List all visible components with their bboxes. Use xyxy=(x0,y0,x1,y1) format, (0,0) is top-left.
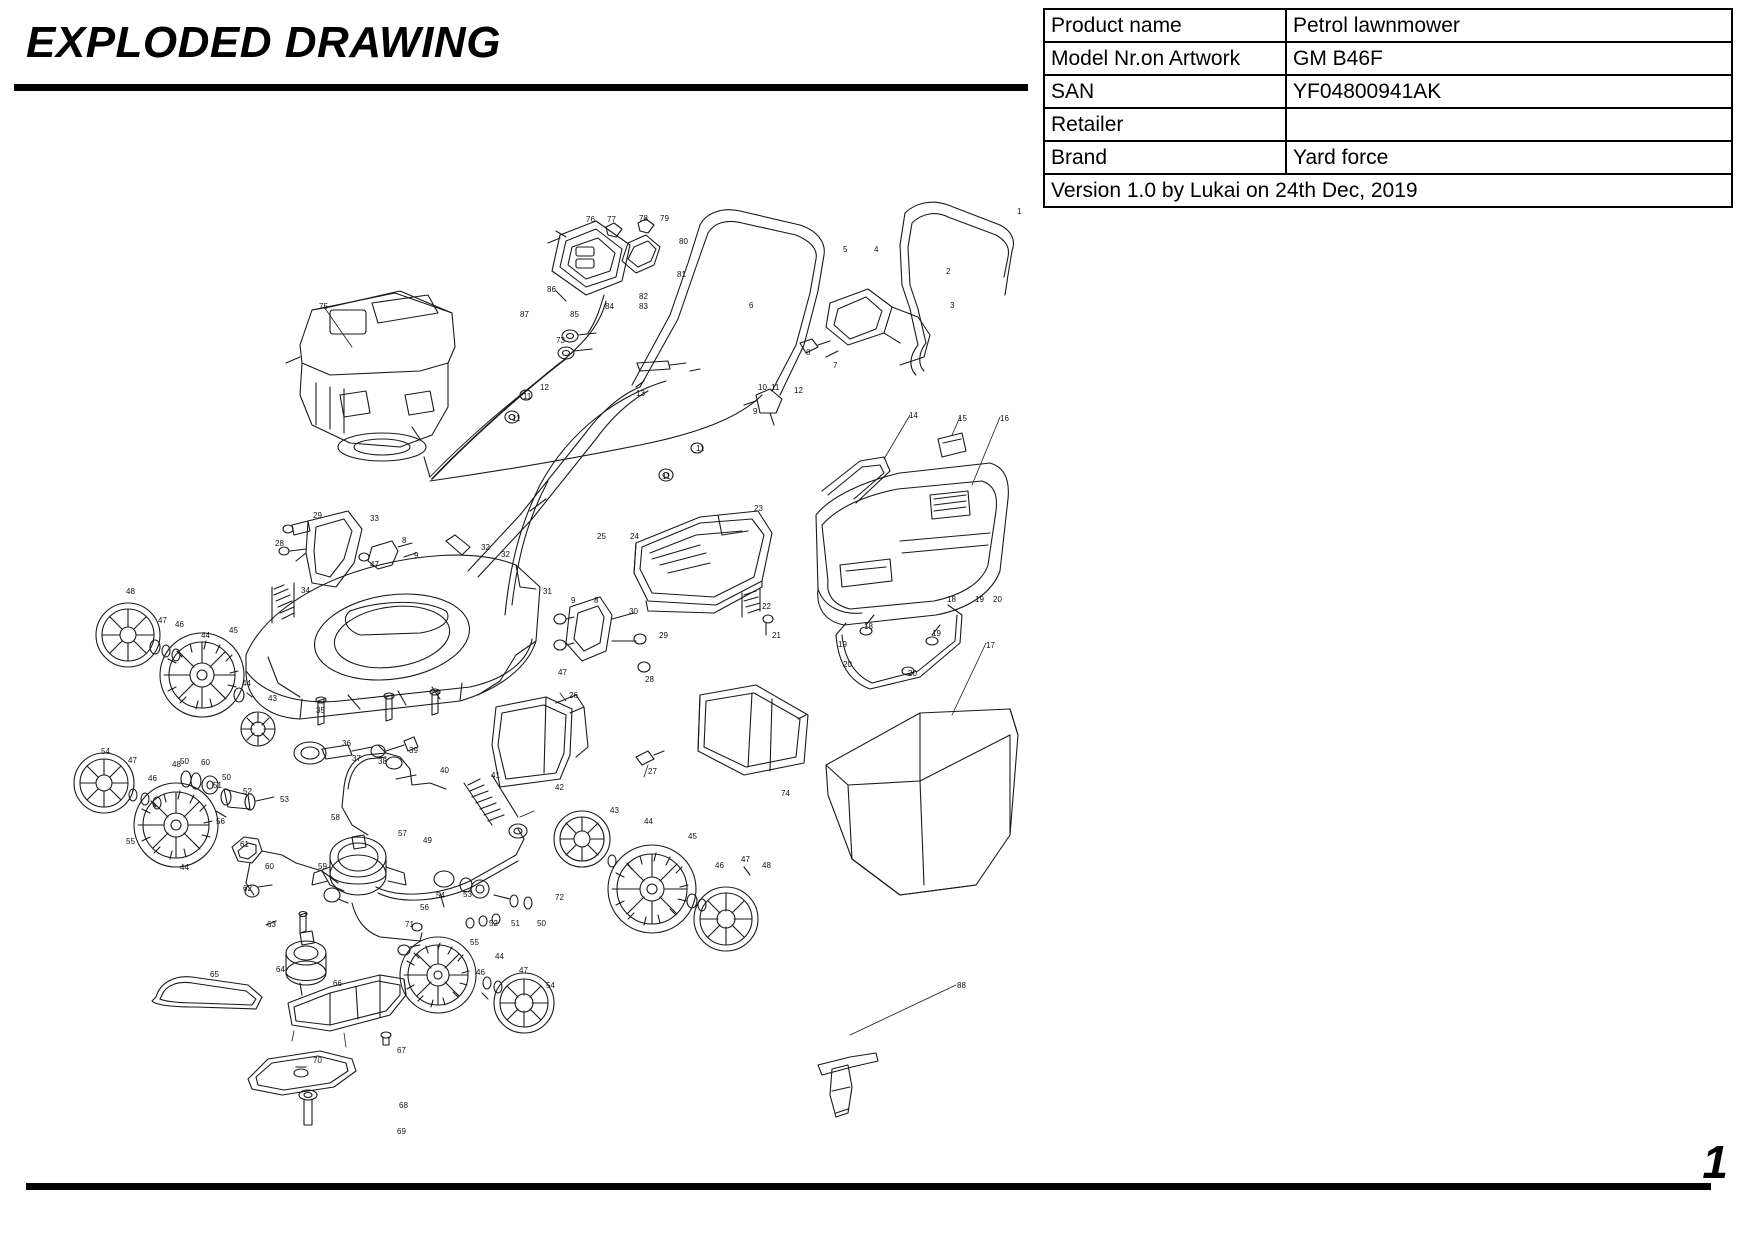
callout-18b: 18 xyxy=(864,622,873,631)
callout-44-ul: 44 xyxy=(201,631,210,640)
callout-27: 27 xyxy=(648,767,657,776)
callout-25: 25 xyxy=(597,532,606,541)
callout-7: 7 xyxy=(833,361,838,370)
table-row xyxy=(1044,42,1732,75)
callout-84: 84 xyxy=(605,302,614,311)
callout-28: 28 xyxy=(645,675,654,684)
callout-11d: 11 xyxy=(512,414,521,423)
callout-64: 64 xyxy=(276,965,285,974)
callout-14: 14 xyxy=(909,411,918,420)
callout-16: 16 xyxy=(1000,414,1009,423)
wheel-lower-mid xyxy=(554,811,610,867)
callout-35: 35 xyxy=(316,706,325,715)
callout-19b: 19 xyxy=(932,629,941,638)
hubcap-upper-left xyxy=(241,712,275,746)
callout-77: 77 xyxy=(607,215,616,224)
callout-5: 5 xyxy=(843,245,848,254)
callout-44-ul2: 44 xyxy=(242,679,251,688)
callout-88: 88 xyxy=(957,981,966,990)
callout-74: 74 xyxy=(781,789,790,798)
callout-53: 53 xyxy=(463,890,472,899)
callout-63: 63 xyxy=(267,920,276,929)
callout-8c: 8 xyxy=(402,536,407,545)
callout-59: 59 xyxy=(318,862,327,871)
info-value-product-name: Petrol lawnmower xyxy=(1286,9,1732,42)
callout-47: 47 xyxy=(741,855,750,864)
callout-79: 79 xyxy=(660,214,669,223)
callout-85: 85 xyxy=(570,310,579,319)
washer-blade xyxy=(381,1032,391,1045)
deck-fasteners xyxy=(316,689,440,725)
callout-23: 23 xyxy=(754,504,763,513)
callout-50-ll: 50 xyxy=(180,757,189,766)
info-key-model: Model Nr.on Artwork xyxy=(1044,42,1286,75)
callout-21: 21 xyxy=(772,631,781,640)
callout-17: 17 xyxy=(986,641,995,650)
callout-65: 65 xyxy=(210,970,219,979)
title-rule xyxy=(14,84,1028,91)
callout-9b: 9 xyxy=(571,596,576,605)
wheel-bottom-small xyxy=(494,973,554,1033)
blade xyxy=(248,1051,356,1095)
callout-12b: 12 xyxy=(540,383,549,392)
deflector-small xyxy=(492,695,588,787)
callout-46-ll: 46 xyxy=(148,774,157,783)
callout-81: 81 xyxy=(677,270,686,279)
callout-58: 58 xyxy=(331,813,340,822)
cable-clamps xyxy=(505,390,703,481)
callout-45: 45 xyxy=(688,832,697,841)
callout-46-b: 46 xyxy=(476,968,485,977)
callout-86: 86 xyxy=(547,285,556,294)
pulley-assembly xyxy=(286,931,326,995)
callout-43-ul: 43 xyxy=(268,694,277,703)
exploded-drawing xyxy=(0,95,1754,1175)
info-version-note: Version 1.0 by Lukai on 24th Dec, 2019 xyxy=(1044,174,1732,207)
blade-adapter xyxy=(288,975,406,1031)
callout-19: 19 xyxy=(975,595,984,604)
callout-12: 12 xyxy=(794,386,803,395)
callout-36: 36 xyxy=(342,739,351,748)
callout-9c: 9 xyxy=(414,551,419,560)
callout-18: 18 xyxy=(947,595,956,604)
callout-80: 80 xyxy=(679,237,688,246)
callout-6: 6 xyxy=(749,301,754,310)
callout-38: 38 xyxy=(378,757,387,766)
drive-belt xyxy=(152,977,262,1009)
left-bracket xyxy=(279,511,362,587)
callout-30: 30 xyxy=(629,607,638,616)
washers-bottom xyxy=(482,977,502,999)
rear-flap xyxy=(634,511,772,613)
callout-15: 15 xyxy=(958,414,967,423)
callout-47-ll: 47 xyxy=(128,756,137,765)
washers-lower-right xyxy=(608,855,750,911)
callout-34: 34 xyxy=(301,586,310,595)
callout-20: 20 xyxy=(993,595,1002,604)
callout-50-ll2: 50 xyxy=(222,773,231,782)
callout-10: 10 xyxy=(758,383,767,392)
callout-67: 67 xyxy=(397,1046,406,1055)
callout-72: 72 xyxy=(555,893,564,902)
callout-8: 8 xyxy=(806,348,811,357)
callout-54-ll: 54 xyxy=(101,747,110,756)
grass-bag xyxy=(826,709,1018,895)
info-value-san: YF04800941AK xyxy=(1286,75,1732,108)
wheel-upper-left-large xyxy=(160,633,244,717)
exploded-drawing-svg xyxy=(0,95,1754,1175)
callout-75: 75 xyxy=(319,302,328,311)
wheel-lower-left-large xyxy=(134,783,218,867)
wheel-lower-right-small xyxy=(694,887,758,951)
callout-47-deck: 47 xyxy=(558,668,567,677)
callout-43: 43 xyxy=(610,806,619,815)
callout-44-b: 44 xyxy=(495,952,504,961)
spring-right xyxy=(742,589,760,617)
engine-assembly xyxy=(286,291,455,477)
wheel-lower-left-small xyxy=(74,753,134,813)
callout-55: 55 xyxy=(470,938,479,947)
info-value-model: GM B46F xyxy=(1286,42,1732,75)
callout-46-ul: 46 xyxy=(175,620,184,629)
callout-70: 70 xyxy=(313,1056,322,1065)
bag-frame xyxy=(836,605,962,689)
callout-20b: 20 xyxy=(908,669,917,678)
callout-11: 11 xyxy=(771,383,780,392)
callout-33: 33 xyxy=(370,514,379,523)
callout-8b: 8 xyxy=(594,596,599,605)
wheel-bottom-large xyxy=(400,937,476,1013)
callout-28b: 28 xyxy=(275,539,284,548)
callout-54-b: 54 xyxy=(546,981,555,990)
callout-55-ll: 55 xyxy=(126,837,135,846)
callout-57: 57 xyxy=(398,829,407,838)
callout-47-ul: 47 xyxy=(158,616,167,625)
callout-47-b: 47 xyxy=(519,966,528,975)
callout-29b: 29 xyxy=(313,511,322,520)
callout-66: 66 xyxy=(333,979,342,988)
callout-19c: 19 xyxy=(838,640,847,649)
callout-11e: 11 xyxy=(662,472,671,481)
callout-24: 24 xyxy=(630,532,639,541)
info-key-brand: Brand xyxy=(1044,141,1286,174)
info-key-product-name: Product name xyxy=(1044,9,1286,42)
callout-76: 76 xyxy=(586,215,595,224)
callout-47-deck2: 47 xyxy=(370,560,379,569)
callout-29: 29 xyxy=(659,631,668,640)
callout-51: 51 xyxy=(511,919,520,928)
callout-1: 1 xyxy=(1017,207,1022,216)
table-row xyxy=(1044,9,1732,42)
callout-82: 82 xyxy=(639,292,648,301)
callout-3: 3 xyxy=(950,301,955,310)
callout-73: 73 xyxy=(556,336,565,345)
callout-2: 2 xyxy=(946,267,951,276)
callout-9: 9 xyxy=(753,407,758,416)
callout-49: 49 xyxy=(423,836,432,845)
callout-50: 50 xyxy=(537,919,546,928)
info-value-brand: Yard force xyxy=(1286,141,1732,174)
callout-87: 87 xyxy=(520,310,529,319)
footer-rule xyxy=(26,1183,1711,1190)
callout-68: 68 xyxy=(399,1101,408,1110)
callout-51-ll: 51 xyxy=(213,781,222,790)
callout-61: 61 xyxy=(240,840,249,849)
callout-45-ul: 45 xyxy=(229,626,238,635)
callout-31: 31 xyxy=(543,587,552,596)
page-number: 1 xyxy=(1702,1136,1728,1188)
callout-32b: 32 xyxy=(501,550,510,559)
bracket-small xyxy=(359,541,419,569)
page-title: EXPLODED DRAWING xyxy=(26,18,501,67)
callout-48-ll: 48 xyxy=(172,760,181,769)
callout-11b: 11 xyxy=(523,392,532,401)
callout-4: 4 xyxy=(874,245,879,254)
callout-40: 40 xyxy=(440,766,449,775)
callout-78: 78 xyxy=(639,214,648,223)
callout-56-ll: 56 xyxy=(216,817,225,826)
callout-41: 41 xyxy=(491,771,500,780)
callout-71: 71 xyxy=(405,920,414,929)
callout-39: 39 xyxy=(409,746,418,755)
callout-48: 48 xyxy=(762,861,771,870)
wheel-lower-right-large xyxy=(608,845,696,933)
handle-fasteners xyxy=(558,330,700,387)
callout-46: 46 xyxy=(715,861,724,870)
callout-54: 54 xyxy=(436,891,445,900)
control-box-assembly xyxy=(548,219,660,333)
callout-56: 56 xyxy=(420,903,429,912)
callout-22: 22 xyxy=(762,602,771,611)
callout-69: 69 xyxy=(397,1127,406,1136)
deflector-large xyxy=(698,685,808,775)
callout-53-ll: 53 xyxy=(280,795,289,804)
callout-52-ll: 52 xyxy=(243,787,252,796)
callout-83: 83 xyxy=(639,302,648,311)
callout-60-ll: 60 xyxy=(201,758,210,767)
info-key-san: SAN xyxy=(1044,75,1286,108)
callout-60: 60 xyxy=(265,862,274,871)
callout-48-ul: 48 xyxy=(126,587,135,596)
spring-mid xyxy=(464,775,518,825)
callout-20c: 20 xyxy=(843,660,852,669)
spark-plug-wrench xyxy=(818,1053,878,1117)
callout-13: 13 xyxy=(636,389,645,398)
callout-62: 62 xyxy=(243,884,252,893)
info-key-retailer: Retailer xyxy=(1044,108,1286,141)
callout-37: 37 xyxy=(352,754,361,763)
callout-44: 44 xyxy=(644,817,653,826)
blade-bolt xyxy=(299,1090,317,1125)
callout-11c: 11 xyxy=(696,444,705,453)
callout-26: 26 xyxy=(569,691,578,700)
callout-44-ll: 44 xyxy=(180,863,189,872)
callout-52: 52 xyxy=(489,919,498,928)
callout-42: 42 xyxy=(555,783,564,792)
wheel-upper-left-small xyxy=(96,603,160,667)
callout-32: 32 xyxy=(481,543,490,552)
